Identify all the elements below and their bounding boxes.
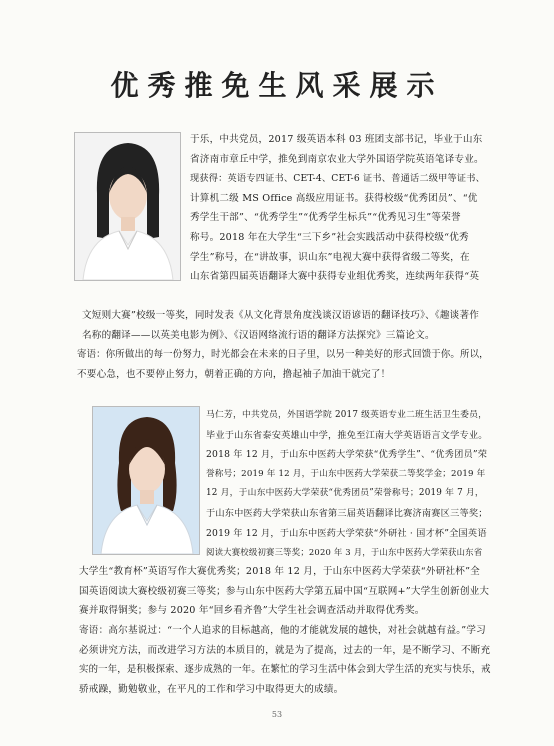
text-line: 2018 年 12 月，于山东中医药大学荣获“优秀学生”、“优秀团员”荣 <box>206 449 488 461</box>
page-number: 53 <box>271 710 283 719</box>
text-line: 誉称号；2019 年 12 月，于山东中医药大学荣获二等奖学金；2019 年 <box>206 468 486 479</box>
text-line: 于乐，中共党员，2017 级英语本科 03 班团支部书记，毕业于山东 <box>190 134 483 145</box>
profile1-message <box>77 345 489 384</box>
text-line: 山东省第四届英语翻译大赛中获得专业组优秀奖，连续两年获得“英 <box>190 271 480 283</box>
text-line: 阅读大赛校级初赛三等奖；2020 年 3 月，于山东中医药大学荣获山东省 <box>206 547 483 558</box>
profile1-text <box>190 130 486 287</box>
text-line: 12 月，于山东中医药大学荣获“优秀团员”荣誉称号；2019 年 7 月， <box>206 488 484 499</box>
text-line: 实的一年，是积极探索、逐步成熟的一年。在繁忙的学习生活中体会到大学生活的充实与快乐，戒 <box>79 664 491 676</box>
portrait-photo-1 <box>74 132 181 281</box>
text-line: 于山东中医药大学荣获山东省第三届英语翻译比赛济南赛区三等奖； <box>206 507 488 519</box>
page-title: 优秀推免生风采展示 <box>110 69 444 102</box>
text-line: 2019 年 12 月，于山东中医药大学荣获“外研社 · 国才杯”全国英语 <box>206 527 487 539</box>
text-line: 寄语：你所做出的每一份努力，时光都会在未来的日子里，以另一种美好的形式回馈于你。所以， <box>77 349 489 360</box>
text-line: 名称的翻译——以英美电影为例》、《汉语网络流行语的翻译方法探究》三篇论文。 <box>82 329 435 341</box>
text-line: 文短则大赛”校级一等奖，同时发表《从文化背景角度浅谈汉语谚语的翻译技巧》、《趣谈著作 <box>82 310 480 321</box>
profile2-message <box>79 621 491 699</box>
text-line: 毕业于山东省泰安英雄山中学，推免至江南大学英语语言文学专业。 <box>206 429 488 441</box>
profile2-text <box>206 406 488 563</box>
text-line: 大学生“教育杯”英语写作大赛优秀奖；2018 年 12 月，于山东中医药大学荣获“外研社杯”全 <box>79 566 480 577</box>
text-line: 现获得：英语专四证书、CET-4、CET-6 证书、普通话二级甲等证书、 <box>190 173 486 185</box>
text-line: 必须讲究方法，而改进学习方法的本质目的，就是为了提高，过去的一年，是不断学习、不断充 <box>79 644 491 656</box>
text-line: 寄语：高尔基说过：“一个人追求的目标越高，他的才能就发展的越快，对社会就越有益。”学习 <box>79 625 486 636</box>
text-line: 学生”称号，在“讲故事，识山东”电视大赛中获得省级二等奖，在 <box>190 251 470 263</box>
text-line: 不要心急，也不要停止努力，朝着正确的方向，撸起袖子加油干就完了！ <box>77 368 391 380</box>
text-line: 赛并取得铜奖；参与 2020 年“回乡看齐鲁”大学生社会调查活动并取得优秀奖。 <box>79 605 425 617</box>
text-line: 省济南市章丘中学，推免到南京农业大学外国语学院英语笔译专业。 <box>190 153 484 165</box>
text-line: 秀学生干部”、“优秀学生”“优秀学生标兵”“优秀见习生”等荣誉 <box>190 212 461 224</box>
profile1-text-continued <box>82 306 492 345</box>
portrait-photo-2 <box>92 406 200 555</box>
text-line: 马仁芳，中共党员，外国语学院 2017 级英语专业二班生活卫生委员， <box>206 410 488 420</box>
text-line: 骄戒躁，勤勉敬业，在平凡的工作和学习中取得更大的成绩。 <box>79 683 344 695</box>
text-line: 称号。2018 年在大学生“三下乡”社会实践活动中获得校级“优秀 <box>190 231 469 243</box>
text-line: 国英语阅读大赛校级初赛三等奖；参与山东中医药大学第五届中国“互联网+”大学生创新创业大 <box>79 585 490 597</box>
profile2-text-continued <box>79 562 489 621</box>
text-line: 计算机二级 MS Office 高级应用证书。获得校级“优秀团员”、“优 <box>190 192 478 204</box>
